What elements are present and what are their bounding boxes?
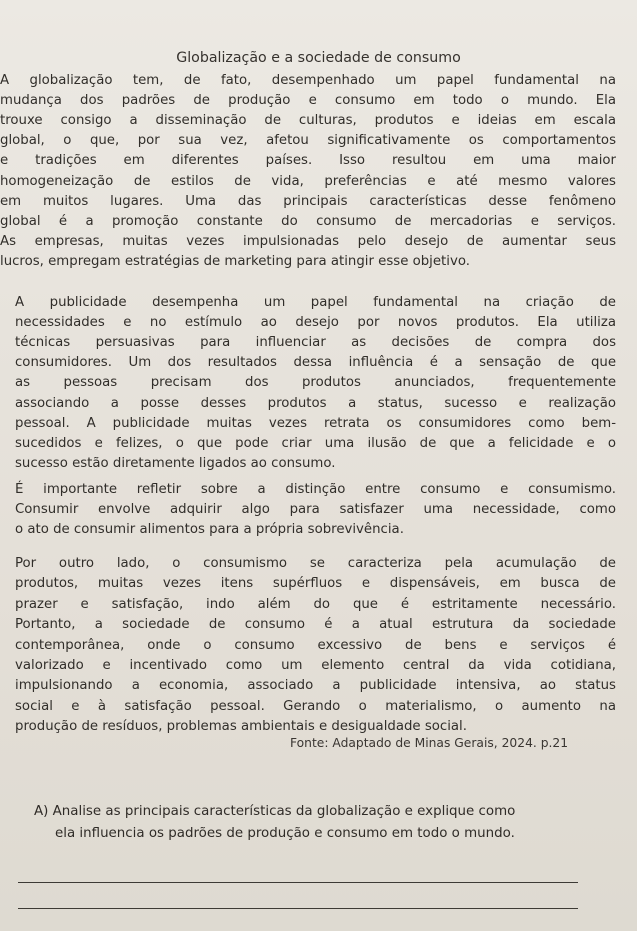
paragraph-3-line: o ato de consumir alimentos para a própria sobrevivência. xyxy=(15,522,404,538)
paragraph-1-line: homogeneização de estilos de vida, preferências e até mesmo valores xyxy=(0,173,616,189)
paragraph-2-line: sucesso estão diretamente ligados ao consumo. xyxy=(15,455,336,471)
paragraph-4-line: produção de resíduos, problemas ambientais e desigualdade social. xyxy=(15,719,467,735)
question-line: A) Analise as principais características da globalização e explique como xyxy=(34,804,516,819)
paragraph-1-line: A globalização tem, de fato, desempenhado um papel fundamental na xyxy=(0,73,616,88)
paragraph-4-line: contemporânea, onde o consumo excessivo de bens e serviços é xyxy=(15,637,616,653)
paragraph-2-line: sucedidos e felizes, o que pode criar uma ilusão de que a felicidade e o xyxy=(15,435,616,451)
paragraph-1-line: lucros, empregam estratégias de marketing para atingir esse objetivo. xyxy=(0,253,470,269)
source-citation: Fonte: Adaptado de Minas Gerais, 2024. p.21 xyxy=(290,736,569,750)
paragraph-4-line: impulsionando a economia, associado a publicidade intensiva, ao status xyxy=(15,678,616,694)
paragraph-3-line: Consumir envolve adquirir algo para satisfazer uma necessidade, como xyxy=(15,502,616,518)
answer-line[interactable] xyxy=(18,882,578,883)
paragraph-2-line: associando a posse desses produtos a status, sucesso e realização xyxy=(15,395,616,411)
paragraph-1-line: global, o que, por sua vez, afetou significativamente os comportamentos xyxy=(0,133,616,149)
paragraph-4-line: Portanto, a sociedade de consumo é a atual estrutura da sociedade xyxy=(15,617,616,633)
paragraph-2-line: necessidades e no estímulo ao desejo por novos produtos. Ela utiliza xyxy=(15,315,616,331)
paragraph-3-line: É importante refletir sobre a distinção entre consumo e consumismo. xyxy=(15,482,616,497)
paragraph-1-line: e tradições em diferentes países. Isso resultou em uma maior xyxy=(0,153,616,169)
answer-line[interactable] xyxy=(18,908,578,909)
paragraph-1-line: mudança dos padrões de produção e consumo em todo o mundo. Ela xyxy=(0,93,616,109)
document-title: Globalização e a sociedade de consumo xyxy=(176,50,461,66)
paragraph-1-line: em muitos lugares. Uma das principais características desse fenômeno xyxy=(0,193,616,209)
paragraph-1-line: global é a promoção constante do consumo de mercadorias e serviços. xyxy=(0,213,616,229)
paragraph-2-line: técnicas persuasivas para influenciar as decisões de compra dos xyxy=(15,335,616,351)
paragraph-4-line: social e à satisfação pessoal. Gerando o materialismo, o aumento na xyxy=(15,698,616,714)
paragraph-2-line: as pessoas precisam dos produtos anunciados, frequentemente xyxy=(15,375,616,391)
paragraph-2-line: consumidores. Um dos resultados dessa influência é a sensação de que xyxy=(15,355,616,371)
question-line: ela influencia os padrões de produção e consumo em todo o mundo. xyxy=(55,826,515,841)
paragraph-1-line: As empresas, muitas vezes impulsionadas pelo desejo de aumentar seus xyxy=(0,233,616,249)
paragraph-4-line: produtos, muitas vezes itens supérfluos e dispensáveis, em busca de xyxy=(15,576,616,592)
paragraph-1-line: trouxe consigo a disseminação de culturas, produtos e ideias em escala xyxy=(0,113,616,129)
paragraph-2-line: A publicidade desempenha um papel fundamental na criação de xyxy=(15,295,616,310)
paragraph-4-line: Por outro lado, o consumismo se caracteriza pela acumulação de xyxy=(15,556,616,571)
paragraph-4-line: prazer e satisfação, indo além do que é estritamente necessário. xyxy=(15,596,616,612)
paragraph-2-line: pessoal. A publicidade muitas vezes retrata os consumidores como bem- xyxy=(15,415,616,431)
paragraph-4-line: valorizado e incentivado como um elemento central da vida cotidiana, xyxy=(15,658,616,673)
